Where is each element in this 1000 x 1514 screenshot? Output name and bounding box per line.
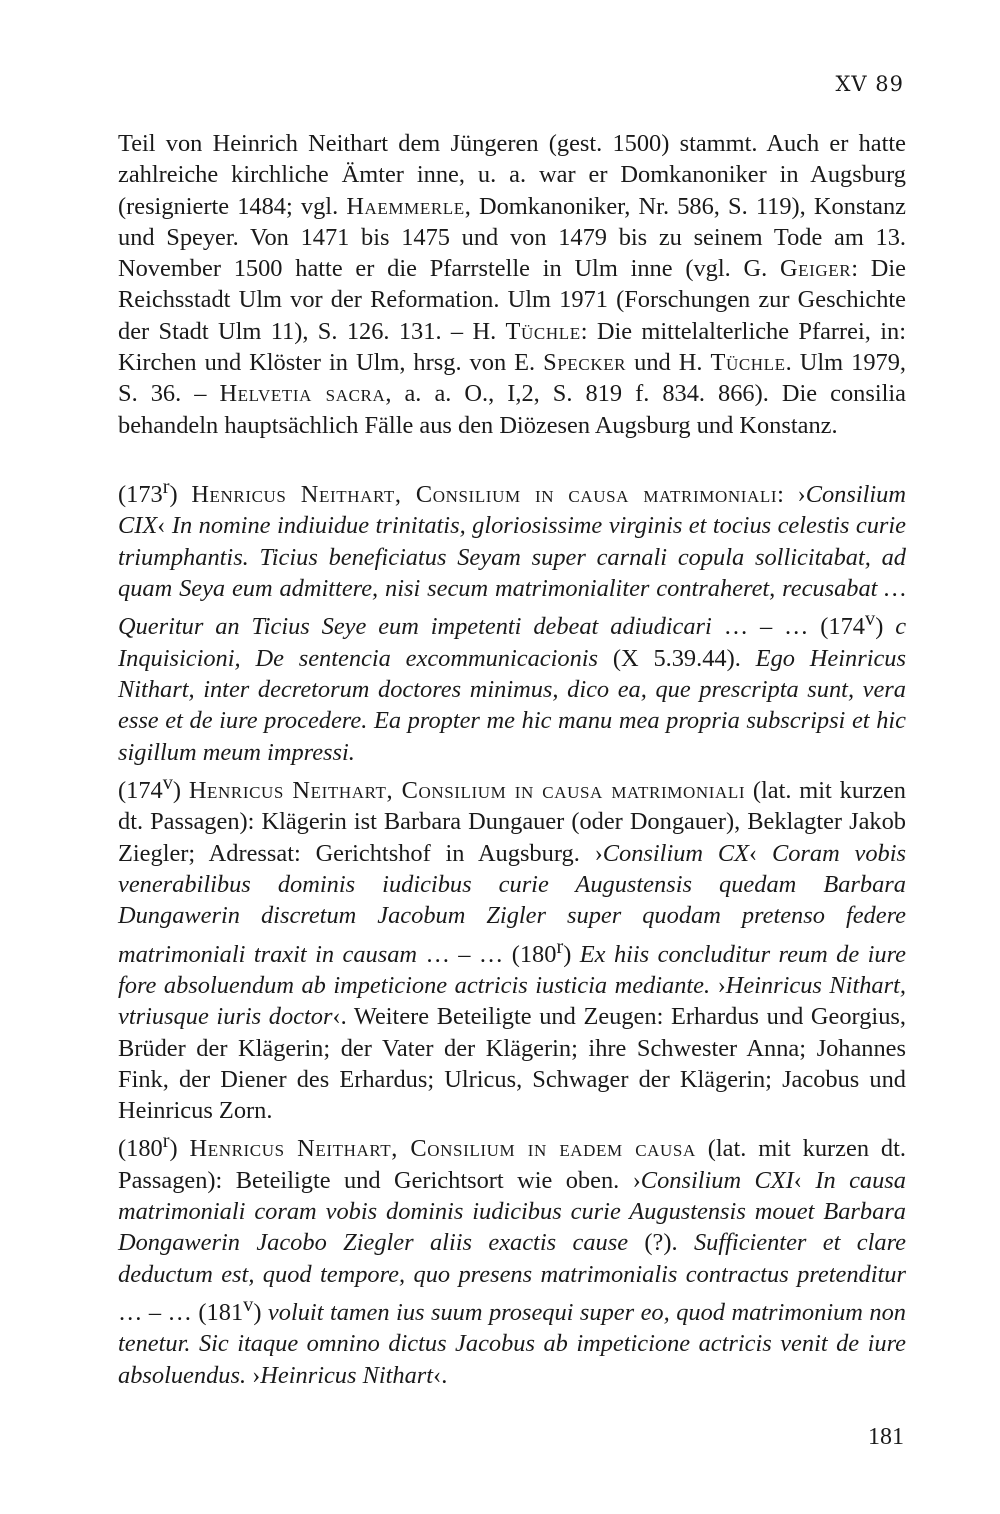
text-run: … – … (181 [118,1299,244,1327]
text-run: (lat. mit kurzen dt. Passagen): Beteiligte und Gerichtsort wie oben. › [118,1135,906,1194]
text-run: … – … (180 [417,940,557,968]
italic-run: Consilium CX [602,839,749,867]
text-run: ) [253,1299,268,1327]
folio-side-superscript: r [556,935,564,958]
catalog-entry-180r [118,1126,906,1391]
text-run: ) [169,481,192,509]
text-run: (X 5.39.44). [598,644,756,672]
text-run: (lat. mit kurzen dt. Passagen): Klägerin ist Barbara Dungauer (oder Dongauer), Beklagter Jakob Ziegler; Adressat: Gerichtshof in Augsburg. › [118,777,906,867]
text-run: ) [875,613,896,641]
text-run: ‹ [749,839,772,867]
text-run: (173 [118,481,163,509]
italic-run: Ego Heinricus Nithart, inter decretorum doctores minimus, dico ea, que prescripta sunt, vera esse et de iure procedere. Ea propter me hic manu mea propria subscripsi et hic sigillum meum impressi. [118,644,906,766]
folio-side-superscript: v [865,608,876,631]
small-caps-run: Haemmerle [346,192,465,220]
italic-run: Heinricus Nithart, vtriusque iuris doctor [118,971,906,1031]
text-run: (174 [118,777,163,805]
italic-run: voluit tamen ius suum prosequi super eo, quod matrimonium non tenetur. Sic itaque omnino dictus Jacobus ab impeticione actricis venit de iure absoluendus. [118,1299,906,1389]
italic-run: In nomine indiuidue trinitatis, gloriosissime virginis et tocius celestis curie triumphantis. Ticius beneficiatus Seyam super carnali copula sollicitabat, ad quam Seya eum admittere, nisi secum matrimonialiter contraheret, recusabat … Queritur an Ticius Seye eum impetenti debeat adiudicari [118,512,906,641]
text-run: ) [169,1135,190,1163]
italic-run: Consilium CXI [640,1166,794,1194]
text-run: und H. [626,349,711,377]
main-text [118,128,906,1391]
page-number: 181 [868,1424,904,1450]
text-run: : › [777,481,806,509]
text-run: , a. a. O., I,2, S. 819 f. 834. 866). Die consilia behandeln hauptsächlich Fälle aus den Diözesen Augsburg und Konstanz. [118,380,906,439]
text-run: (?). [628,1229,694,1257]
text-run: ‹. [433,1361,448,1389]
text-run: ) [563,940,580,968]
small-caps-run: Henricus Neithart, Consilium in causa matrimoniali [191,481,778,509]
italic-run: Ex hiis concluditur reum de iure fore absoluendum ab impeticione actricis iusticia mediante. [118,940,906,999]
text-run: (180 [118,1135,163,1163]
text-run: ) [172,777,189,805]
small-caps-run: Helvetia sacra [219,380,386,408]
catalog-entry-174v [118,768,906,1127]
text-run: : Die Reichsstadt Ulm vor der Reformation. Ulm 1971 (Forschungen zur Geschichte der Stadt Ulm 11), S. 126. 131. – H. [118,255,906,345]
italic-run: Consilium CIX [118,481,906,540]
text-run: , Domkanoniker, Nr. 586, S. 119), Konstanz und Speyer. Von 1471 bis 1475 und von 1479 bis zu seinem Tode am 13. November 1500 hatte er die Pfarrstelle in Ulm inne (vgl. G. [118,192,907,283]
italic-run: In causa matrimoniali coram vobis dominis iudicibus curie Augustensis mouet Barbara Dongawerin Jacobo Ziegler aliis exactis cause [118,1166,906,1257]
folio-side-superscript: v [243,1294,254,1317]
folio-side-superscript: r [162,1130,170,1153]
folio-side-superscript: v [162,771,173,794]
text-run: › [246,1361,261,1389]
catalog-entry-173r [118,472,906,768]
italic-run: Sufficienter et clare deductum est, quod tempore, quo presens matrimonialis contractus pretenditur [118,1229,906,1288]
italic-run: Coram vobis venerabilibus dominis iudicibus curie Augustensis quedam Barbara Dungawerin discretum Jacobum Zigler super quodam pretenso federe matrimoniali traxit in causam [118,839,906,968]
text-run: . Ulm 1979, S. 36. – [118,349,907,408]
italic-run: Heinricus Nithart [260,1361,434,1389]
text-run: : Die mittelalterliche Pfarrei, in: Kirchen und Klöster in Ulm, hrsg. von E. [118,317,906,377]
small-caps-run: Specker [543,349,627,377]
folio-side-superscript: r [162,475,170,498]
small-caps-run: Henricus Neithart, Consilium in causa matrimoniali [188,777,746,805]
running-head: XV 89 [835,72,904,96]
italic-run: c Inquisicioni, De sentencia excommunicacionis [118,613,907,672]
small-caps-run: Geiger [779,255,852,283]
small-caps-run: Henricus Neithart, Consilium in eadem causa [189,1135,696,1163]
intro-paragraph [118,128,906,441]
small-caps-run: Tüchle [710,349,786,377]
small-caps-run: Tüchle [505,317,581,345]
text-run: ‹ [793,1166,816,1194]
text-run: … – … (174 [711,613,866,641]
text-run: › [710,971,726,999]
text-run: Teil von Heinrich Neithart dem Jüngeren (gest. 1500) stammt. Auch er hatte zahlreiche kirchliche Ämter inne, u. a. war er Domkanoniker in Augsburg (resignierte 1484; vgl. [118,130,906,220]
text-run: ‹ [157,512,172,540]
text-run: ‹. Weitere Beteiligte und Zeugen: Erhardus und Georgius, Brüder der Klägerin; der Vater der Klägerin; ihre Schwester Anna; Johannes Fink, der Diener des Erhardus; Ulricus, Schwager der Klägerin; Jacobus und Heinricus Zorn. [118,1003,906,1125]
